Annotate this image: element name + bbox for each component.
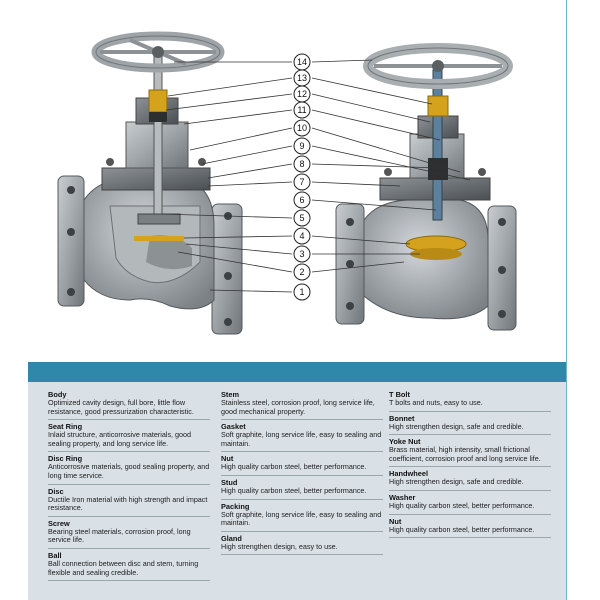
right-stem: [433, 70, 442, 220]
part-packing: [221, 500, 383, 532]
part-desc: T bolts and nuts, easy to use.: [389, 398, 483, 407]
part-name: Nut: [389, 516, 402, 526]
part-name: Gland: [221, 533, 242, 543]
part-desc: Inlaid structure, anticorrosive materials, good sealing property, and long service life.: [48, 430, 192, 448]
svg-text:14: 14: [296, 57, 308, 67]
part-name: Stem: [221, 390, 240, 399]
callout-9: [294, 138, 310, 154]
part-nut-2: [389, 515, 551, 539]
part-washer: [389, 491, 551, 515]
part-name: Bonnet: [389, 413, 415, 423]
part-name: Handwheel: [389, 469, 429, 479]
part-desc: High strengthen design, easy to use.: [221, 541, 338, 551]
part-handwheel: [389, 467, 551, 491]
callout-12: [294, 86, 310, 102]
svg-text:2: 2: [299, 267, 305, 277]
left-valve: [58, 36, 242, 334]
part-disc-ring: [48, 452, 210, 484]
callouts: [294, 54, 310, 300]
svg-text:6: 6: [299, 195, 305, 205]
part-screw: [48, 517, 210, 549]
parts-column-3: [389, 388, 551, 538]
svg-text:13: 13: [296, 73, 308, 83]
right-valve: [336, 48, 516, 330]
svg-text:7: 7: [299, 177, 305, 187]
part-name: Washer: [389, 492, 416, 502]
part-stem: [221, 388, 383, 420]
svg-text:3: 3: [299, 249, 305, 259]
svg-text:5: 5: [299, 213, 305, 223]
callout-3: [294, 246, 310, 262]
part-desc: High quality carbon steel, better performance.: [389, 500, 535, 510]
parts-column-1: [48, 388, 210, 581]
part-name: Disc: [48, 486, 64, 496]
callout-2: [294, 264, 310, 280]
part-name: Screw: [48, 518, 70, 528]
part-desc: Anticorrosive materials, good sealing property, and long time service.: [48, 462, 210, 480]
left-stem: [154, 54, 162, 220]
part-desc: Soft graphite, long service life, easy to sealing and maintain.: [221, 509, 382, 528]
part-desc: High strengthen design, safe and credible.: [389, 477, 524, 487]
part-nut: [221, 452, 383, 476]
part-desc: Bearing steel materials, corrosion proof, long service life.: [48, 526, 191, 545]
part-name: Body: [48, 390, 67, 399]
svg-text:1: 1: [299, 287, 305, 297]
part-name: Stud: [221, 477, 238, 487]
left-flange-right: [212, 204, 242, 334]
part-desc: High quality carbon steel, better performance.: [389, 524, 535, 534]
left-flange-left: [58, 176, 84, 306]
header-band: [28, 362, 566, 382]
part-name: Nut: [221, 454, 234, 464]
callout-11: [294, 102, 310, 118]
part-name: Packing: [221, 501, 250, 511]
callout-4: [294, 228, 310, 244]
part-seat-ring: [48, 420, 210, 452]
callout-1: [294, 284, 310, 300]
part-name: Disc Ring: [48, 454, 83, 464]
part-name: Ball: [48, 550, 62, 560]
callout-14: [294, 54, 310, 70]
callout-13: [294, 70, 310, 86]
svg-text:4: 4: [299, 231, 305, 241]
part-desc: Ball connection between disc and stem, turning flexible and sealing credible.: [48, 558, 199, 577]
part-desc: Ductile Iron material with high strength and impact resistance.: [48, 494, 208, 513]
callout-10: [294, 120, 310, 136]
svg-text:10: 10: [296, 123, 308, 133]
parts-column-2: [221, 388, 383, 555]
part-desc: Brass material, high intensity, small frictional coefficient, corrosion proof and long service life.: [389, 445, 541, 463]
callout-6: [294, 192, 310, 208]
part-desc: High quality carbon steel, better performance.: [221, 485, 367, 495]
part-gasket: [221, 420, 383, 452]
part-ball: [48, 549, 210, 581]
part-desc: High quality carbon steel, better performance.: [221, 462, 367, 472]
callout-5: [294, 210, 310, 226]
part-bonnet: [389, 412, 551, 436]
callout-7: [294, 174, 310, 190]
part-disc: [48, 485, 210, 517]
part-desc: Optimized cavity design, full bore, little flow resistance, good pressurization characteristic.: [48, 398, 194, 416]
part-name: T Bolt: [389, 390, 410, 399]
part-name: Gasket: [221, 422, 246, 432]
part-body: [48, 388, 210, 420]
part-t-bolt: [389, 388, 551, 412]
part-desc: Stainless steel, corrosion proof, long service life, good mechanical property.: [221, 398, 375, 416]
part-desc: Soft graphite, long service life, easy to sealing and maintain.: [221, 430, 382, 448]
part-stud: [221, 476, 383, 500]
part-yoke-nut: [389, 435, 551, 467]
part-name: Yoke Nut: [389, 437, 421, 447]
callout-8: [294, 156, 310, 172]
part-gland: [221, 532, 383, 556]
svg-text:12: 12: [296, 89, 308, 99]
svg-text:9: 9: [299, 141, 305, 151]
svg-text:8: 8: [299, 159, 305, 169]
part-name: Seat Ring: [48, 422, 83, 432]
svg-text:11: 11: [297, 105, 307, 115]
part-desc: High strengthen design, safe and credible.: [389, 421, 524, 431]
